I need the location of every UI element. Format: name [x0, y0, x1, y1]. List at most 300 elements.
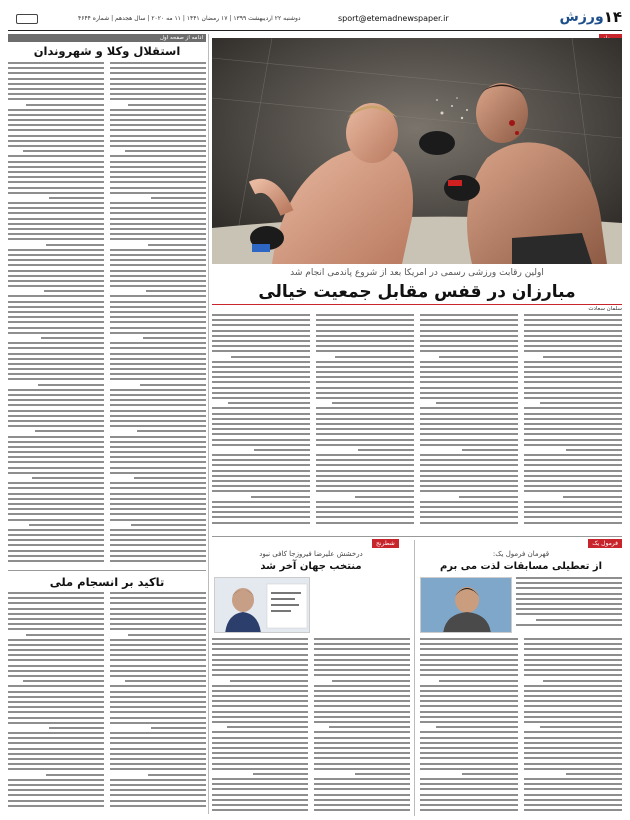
text-line	[110, 171, 206, 173]
text-line	[110, 711, 206, 713]
newspaper-logo-icon	[16, 14, 38, 24]
text-line	[524, 778, 622, 780]
text-line	[8, 779, 104, 781]
text-line	[151, 197, 206, 199]
text-line	[110, 62, 206, 64]
text-line	[110, 332, 206, 334]
text-line	[524, 459, 622, 461]
text-line	[110, 181, 206, 183]
text-line	[420, 506, 518, 508]
text-line	[524, 407, 622, 409]
text-line	[8, 285, 104, 287]
text-line	[212, 522, 310, 524]
text-line	[358, 449, 414, 451]
text-line	[314, 685, 410, 687]
text-line	[314, 648, 410, 650]
text-line	[8, 628, 104, 630]
text-line	[524, 742, 622, 744]
text-line	[26, 634, 104, 636]
text-line	[110, 166, 206, 168]
text-line	[231, 356, 310, 358]
text-line	[420, 763, 518, 765]
text-line	[8, 472, 104, 474]
text-line	[314, 674, 410, 676]
text-line	[110, 373, 206, 375]
text-line	[212, 737, 308, 739]
text-line	[110, 618, 206, 620]
text-line	[212, 711, 308, 713]
text-line	[8, 187, 104, 189]
text-line	[212, 705, 308, 707]
text-line	[110, 394, 206, 396]
text-line	[316, 387, 414, 389]
text-line	[314, 747, 410, 749]
text-line	[8, 311, 104, 313]
text-line	[8, 706, 104, 708]
text-line	[420, 516, 518, 518]
text-line	[524, 511, 622, 513]
text-line	[212, 485, 310, 487]
text-line	[110, 378, 206, 380]
website-email[interactable]: sport@etemadnewspaper.ir	[338, 14, 449, 23]
text-line	[420, 387, 518, 389]
masthead	[8, 8, 622, 28]
text-line	[8, 550, 104, 552]
text-line	[110, 88, 206, 90]
text-line	[420, 454, 518, 456]
text-line	[212, 475, 310, 477]
text-line	[516, 587, 622, 589]
text-line	[516, 613, 622, 615]
text-line	[212, 423, 310, 425]
text-line	[110, 717, 206, 719]
text-line	[110, 597, 206, 599]
text-line	[314, 700, 410, 702]
text-line	[8, 171, 104, 173]
text-line	[420, 664, 518, 666]
text-line	[524, 731, 622, 733]
text-line	[38, 384, 104, 386]
chess-title: منتخب جهان آخر شد	[260, 561, 362, 572]
text-line	[110, 482, 206, 484]
text-line	[212, 501, 310, 503]
text-line	[110, 238, 206, 240]
text-line	[8, 202, 104, 204]
text-line	[8, 327, 104, 329]
text-line	[420, 674, 518, 676]
text-line	[420, 778, 518, 780]
text-line	[110, 254, 206, 256]
text-line	[314, 752, 410, 754]
text-line	[316, 485, 414, 487]
text-line	[524, 794, 622, 796]
text-line	[314, 799, 410, 801]
text-line	[110, 737, 206, 739]
text-line	[355, 773, 410, 775]
text-line	[8, 378, 104, 380]
text-line	[516, 593, 622, 595]
text-line	[110, 789, 206, 791]
f1-driver-photo	[420, 577, 512, 633]
text-line	[110, 805, 206, 807]
text-line	[110, 218, 206, 220]
chess-article-body	[212, 638, 410, 816]
text-line	[316, 480, 414, 482]
text-line	[420, 371, 518, 373]
text-line	[439, 356, 518, 358]
text-line	[212, 361, 310, 363]
text-line	[212, 752, 308, 754]
text-line	[110, 114, 206, 116]
text-line	[110, 145, 206, 147]
dateline: دوشنبه ۲۲ اردیبهشت ۱۳۹۹ | ۱۷ رمضان ۱۴۴۱ | ۱۱ مه ۲۰۲۰ | سال هجدهم | شماره ۴۶۴۴	[78, 15, 301, 22]
text-line	[420, 345, 518, 347]
text-line	[314, 659, 410, 661]
text-line	[420, 705, 518, 707]
text-line	[524, 757, 622, 759]
text-line	[524, 638, 622, 640]
text-line	[8, 529, 104, 531]
text-line	[8, 446, 104, 448]
text-line	[8, 223, 104, 225]
text-line	[8, 192, 104, 194]
text-line	[212, 516, 310, 518]
text-line	[314, 664, 410, 666]
text-line	[8, 93, 104, 95]
text-line	[524, 480, 622, 482]
text-line	[8, 233, 104, 235]
text-line	[131, 524, 206, 526]
text-line	[8, 555, 104, 557]
text-line	[8, 608, 104, 610]
kicker-label: ادامه از صفحه اول	[160, 35, 203, 41]
text-line	[110, 270, 206, 272]
text-line	[524, 470, 622, 472]
text-line	[8, 560, 104, 562]
text-line	[128, 634, 206, 636]
text-line	[110, 264, 206, 266]
text-line	[8, 415, 104, 417]
chess-supertitle: درخشش علیرضا فیروزجا کافی نبود	[259, 550, 363, 558]
text-line	[8, 316, 104, 318]
text-line	[316, 319, 414, 321]
text-line	[314, 695, 410, 697]
text-line	[110, 685, 206, 687]
text-line	[8, 129, 104, 131]
text-line	[8, 264, 104, 266]
text-line	[110, 161, 206, 163]
text-line	[420, 423, 518, 425]
text-line	[8, 228, 104, 230]
text-line	[316, 418, 414, 420]
text-line	[314, 690, 410, 692]
text-line	[314, 705, 410, 707]
text-line	[212, 794, 308, 796]
text-line	[8, 623, 104, 625]
text-line	[148, 244, 206, 246]
text-line	[212, 381, 310, 383]
text-line	[110, 404, 206, 406]
text-line	[110, 665, 206, 667]
text-line	[8, 114, 104, 116]
text-line	[8, 498, 104, 500]
text-line	[524, 643, 622, 645]
text-line	[8, 794, 104, 796]
text-line	[8, 800, 104, 802]
text-line	[524, 366, 622, 368]
text-line	[524, 418, 622, 420]
text-line	[316, 506, 414, 508]
text-line	[110, 659, 206, 661]
text-line	[524, 350, 622, 352]
text-line	[212, 506, 310, 508]
text-line	[8, 270, 104, 272]
text-line	[420, 731, 518, 733]
text-line	[420, 788, 518, 790]
text-line	[110, 187, 206, 189]
text-line	[316, 381, 414, 383]
text-line	[110, 644, 206, 646]
left-article-body	[8, 62, 206, 570]
text-line	[8, 119, 104, 121]
text-line	[110, 72, 206, 74]
text-line	[524, 788, 622, 790]
text-line	[110, 675, 206, 677]
text-line	[316, 366, 414, 368]
text-line	[8, 768, 104, 770]
text-line	[8, 145, 104, 147]
text-line	[524, 737, 622, 739]
text-line	[420, 350, 518, 352]
text-line	[524, 783, 622, 785]
text-line	[462, 449, 518, 451]
text-line	[8, 399, 104, 401]
text-line	[212, 490, 310, 492]
text-line	[420, 407, 518, 409]
text-line	[8, 259, 104, 261]
text-line	[316, 433, 414, 435]
text-line	[316, 350, 414, 352]
text-line	[110, 135, 206, 137]
text-line	[524, 361, 622, 363]
text-line	[420, 490, 518, 492]
text-line	[316, 522, 414, 524]
text-line	[110, 228, 206, 230]
text-line	[420, 392, 518, 394]
text-line	[110, 353, 206, 355]
text-line	[110, 742, 206, 744]
text-line	[41, 337, 104, 339]
text-line	[212, 366, 310, 368]
text-line	[355, 496, 414, 498]
text-line	[110, 503, 206, 505]
text-line	[420, 757, 518, 759]
text-line	[524, 804, 622, 806]
text-line	[110, 83, 206, 85]
text-line	[8, 166, 104, 168]
text-line	[49, 197, 104, 199]
text-line	[316, 345, 414, 347]
text-line	[516, 598, 622, 600]
text-line	[8, 639, 104, 641]
text-line	[8, 613, 104, 615]
text-line	[524, 454, 622, 456]
text-line	[543, 680, 622, 682]
text-line	[110, 768, 206, 770]
f1-intro-body	[516, 577, 622, 633]
text-line	[212, 643, 308, 645]
text-line	[110, 763, 206, 765]
text-line	[35, 430, 104, 432]
text-line	[8, 436, 104, 438]
text-line	[110, 670, 206, 672]
text-line	[8, 789, 104, 791]
text-line	[420, 314, 518, 316]
text-line	[8, 161, 104, 163]
text-line	[110, 691, 206, 693]
text-line	[516, 577, 622, 579]
text-line	[420, 721, 518, 723]
text-line	[110, 748, 206, 750]
text-line	[110, 119, 206, 121]
text-line	[420, 464, 518, 466]
text-line	[8, 394, 104, 396]
text-line	[462, 773, 518, 775]
text-line	[420, 648, 518, 650]
main-supertitle: اولین رقابت ورزشی رسمی در امریکا بعد از شروع پاندمی انجام شد	[290, 268, 544, 278]
text-line	[212, 757, 308, 759]
text-line	[110, 202, 206, 204]
text-line	[314, 788, 410, 790]
text-line	[316, 413, 414, 415]
text-line	[420, 747, 518, 749]
text-line	[110, 93, 206, 95]
text-line	[110, 555, 206, 557]
text-line	[8, 363, 104, 365]
text-line	[212, 418, 310, 420]
text-line	[110, 223, 206, 225]
text-line	[212, 407, 310, 409]
text-line	[524, 747, 622, 749]
text-line	[8, 373, 104, 375]
text-line	[8, 805, 104, 807]
text-line	[212, 716, 308, 718]
text-line	[420, 340, 518, 342]
text-line	[212, 340, 310, 342]
text-line	[524, 464, 622, 466]
text-line	[563, 496, 622, 498]
text-line	[335, 356, 414, 358]
text-line	[314, 809, 410, 811]
text-line	[524, 387, 622, 389]
text-line	[314, 737, 410, 739]
text-line	[316, 444, 414, 446]
text-line	[420, 361, 518, 363]
text-line	[8, 83, 104, 85]
rubric-tag-f1: فرمول یک	[588, 539, 622, 548]
text-line	[8, 98, 104, 100]
text-line	[110, 592, 206, 594]
text-line	[212, 350, 310, 352]
text-line	[420, 638, 518, 640]
text-line	[110, 508, 206, 510]
text-line	[332, 680, 410, 682]
text-line	[110, 311, 206, 313]
text-line	[316, 454, 414, 456]
text-line	[8, 176, 104, 178]
text-line	[151, 727, 206, 729]
text-line	[212, 747, 308, 749]
text-line	[212, 809, 308, 811]
text-line	[110, 124, 206, 126]
text-line	[439, 680, 518, 682]
text-line	[314, 804, 410, 806]
text-line	[110, 519, 206, 521]
text-line	[46, 774, 104, 776]
text-line	[125, 150, 206, 152]
text-line	[110, 176, 206, 178]
text-line	[316, 464, 414, 466]
text-line	[316, 428, 414, 430]
text-line	[110, 779, 206, 781]
text-line	[212, 804, 308, 806]
text-line	[110, 399, 206, 401]
text-line	[212, 439, 310, 441]
text-line	[110, 654, 206, 656]
text-line	[110, 602, 206, 604]
text-line	[212, 778, 308, 780]
page-number: ۱۴	[603, 8, 622, 26]
text-line	[110, 306, 206, 308]
text-line	[212, 763, 308, 765]
text-line	[110, 280, 206, 282]
text-line	[212, 669, 308, 671]
text-line	[8, 280, 104, 282]
text-line	[8, 342, 104, 344]
text-line	[148, 774, 206, 776]
text-line	[110, 420, 206, 422]
text-line	[524, 669, 622, 671]
text-line	[524, 516, 622, 518]
text-line	[212, 314, 310, 316]
text-line	[524, 700, 622, 702]
text-line	[8, 722, 104, 724]
text-line	[110, 368, 206, 370]
text-line	[110, 560, 206, 562]
text-line	[8, 508, 104, 510]
text-line	[420, 716, 518, 718]
text-line	[110, 649, 206, 651]
text-line	[110, 472, 206, 474]
text-line	[8, 659, 104, 661]
text-line	[8, 78, 104, 80]
text-line	[212, 685, 308, 687]
text-line	[110, 347, 206, 349]
text-line	[420, 695, 518, 697]
text-line	[212, 654, 308, 656]
text-line	[110, 109, 206, 111]
text-line	[8, 306, 104, 308]
text-line	[8, 109, 104, 111]
text-line	[212, 799, 308, 801]
text-line	[8, 451, 104, 453]
text-line	[314, 794, 410, 796]
text-line	[524, 335, 622, 337]
text-line	[8, 534, 104, 536]
text-line	[8, 254, 104, 256]
text-line	[110, 529, 206, 531]
text-line	[110, 140, 206, 142]
